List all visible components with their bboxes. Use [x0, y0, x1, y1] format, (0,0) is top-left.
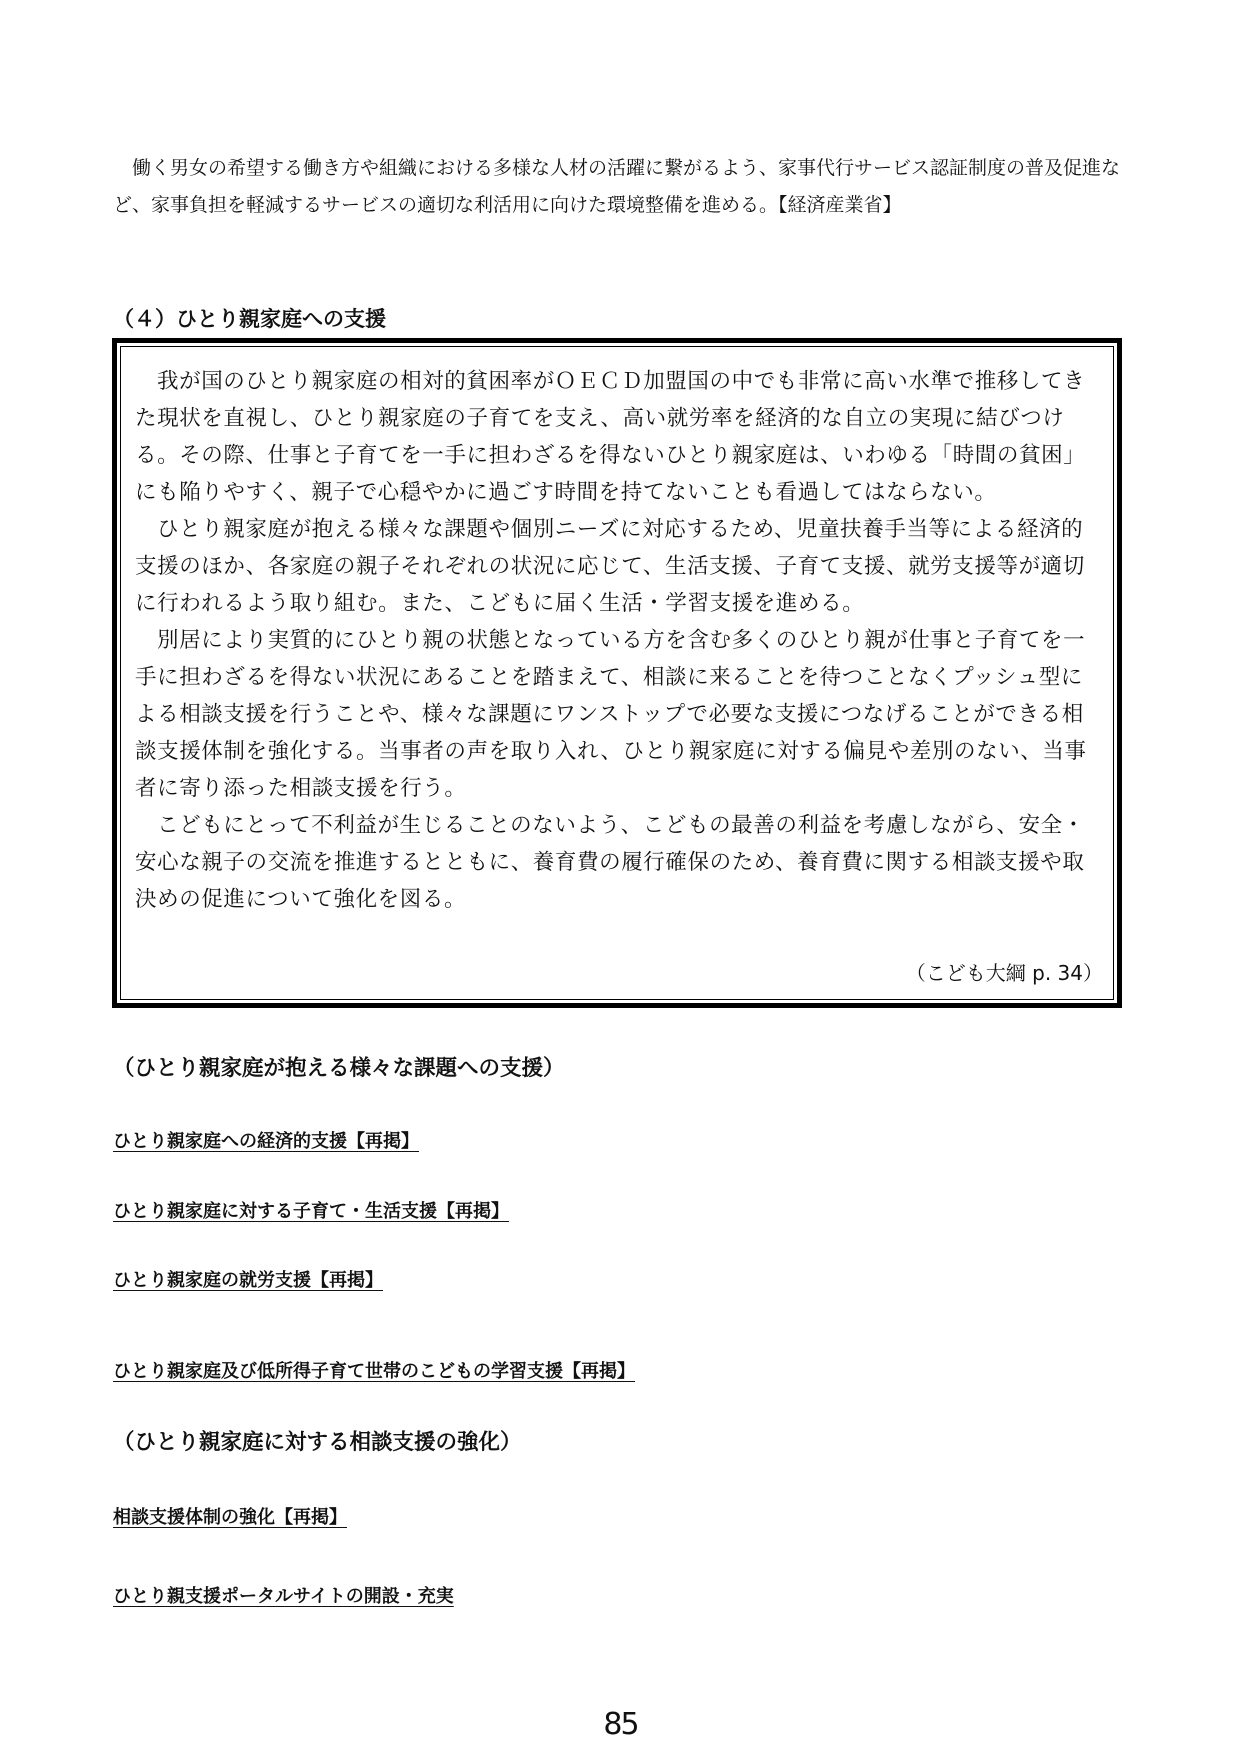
item-employment-support[interactable]: ひとり親家庭の就労支援【再掲】 [113, 1270, 383, 1291]
box-paragraph: 別居により実質的にひとり親の状態となっている方を含む多くのひとり親が仕事と子育てを一手に担わざるを得ない状況にあることを踏まえて、相談に来ることを待つことなくプッシュ型による相談支援を行うことや、様々な課題にワンストップで必要な支援につなげることができる相談支援体制を強化する。当事者の声を取り入れ、ひとり親家庭に対する偏見や差別のない、当事者に寄り添った相談支援を行う。 [135, 628, 1087, 801]
page-number: 85 [603, 1707, 638, 1742]
box-paragraph: こどもにとって不利益が生じることのないよう、こどもの最善の利益を考慮しながら、安全・安心な親子の交流を推進するとともに、養育費の履行確保のため、養育費に関する相談支援や取決めの促進について強化を図る。 [135, 813, 1085, 912]
item-portal-site[interactable]: ひとり親支援ポータルサイトの開設・充実 [113, 1586, 454, 1607]
subhead-challenges-support: （ひとり親家庭が抱える様々な課題への支援） [113, 1056, 565, 1081]
intro-paragraph: 働く男女の希望する働き方や組織における多様な人材の活躍に繋がるよう、家事代行サービス認証制度の普及促進など、家事負担を軽減するサービスの適切な利活用に向けた環境整備を進める。【経済産業省】 [113, 157, 1121, 216]
item-childcare-living-support[interactable]: ひとり親家庭に対する子育て・生活支援【再掲】 [113, 1201, 509, 1222]
item-learning-support[interactable]: ひとり親家庭及び低所得子育て世帯のこどもの学習支援【再掲】 [113, 1361, 635, 1382]
item-consultation-system[interactable]: 相談支援体制の強化【再掲】 [113, 1507, 347, 1528]
box-paragraph: 我が国のひとり親家庭の相対的貧困率がＯＥＣＤ加盟国の中でも非常に高い水準で推移してきた現状を直視し、ひとり親家庭の子育てを支え、高い就労率を経済的な自立の実現に結びつける。その際、仕事と子育てを一手に担わざるを得ないひとり親家庭は、いわゆる「時間の貧困」にも陥りやすく、親子で心穏やかに過ごす時間を持てないことも看過してはならない。 [135, 369, 1086, 505]
policy-quote-box-inner [120, 346, 1114, 1000]
subhead-consultation-support: （ひとり親家庭に対する相談支援の強化） [113, 1430, 522, 1455]
box-paragraph: ひとり親家庭が抱える様々な課題や個別ニーズに対応するため、児童扶養手当等による経済的支援のほか、各家庭の親子それぞれの状況に応じて、生活支援、子育て支援、就労支援等が適切に行われるよう取り組む。また、こどもに届く生活・学習支援を進める。 [135, 517, 1085, 616]
section-title: （４）ひとり親家庭への支援 [113, 307, 386, 331]
item-economic-support[interactable]: ひとり親家庭への経済的支援【再掲】 [113, 1131, 419, 1152]
box-source-citation: （こども大綱 p. 34） [905, 961, 1103, 985]
policy-quote-box [112, 338, 1122, 1008]
